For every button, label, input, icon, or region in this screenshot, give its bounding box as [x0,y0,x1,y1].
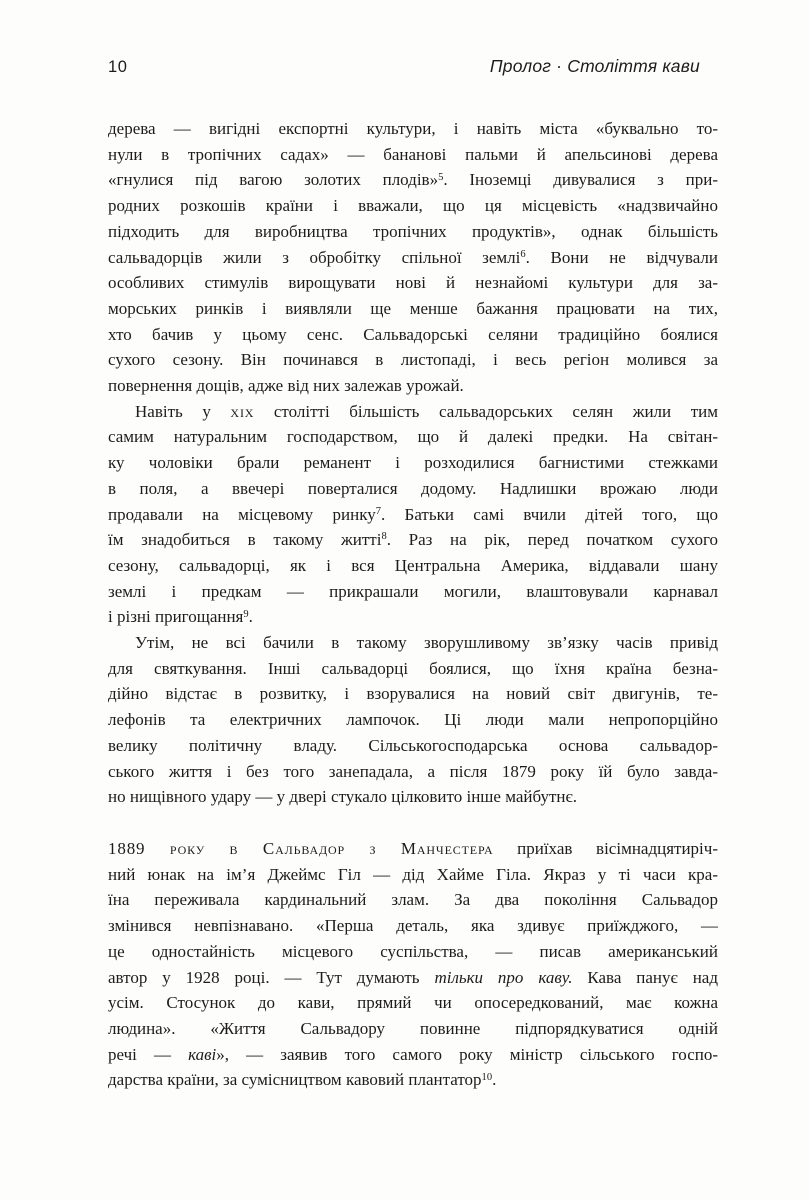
text-line: це одностайність місцевого суспільства, — писав американський [108,941,718,961]
text-line: і різні пригощання$^9$. [108,607,253,627]
text-line: для святкування. Інші сальвадорці боялися, що їхня країна безна- [108,658,718,678]
text-line: сухого сезону. Він починався в листопаді, і весь регіон молився за [108,350,718,370]
italic-text: тільки про каву. [434,967,573,987]
running-head: Пролог · Століття кави [489,56,700,76]
italic-text: каві [188,1044,217,1064]
text-line: їна переживала кардинальний злам. За два покоління Сальвадор [108,890,718,910]
smallcaps-text: xix [230,401,255,421]
paragraph [108,630,718,810]
text-line: продавали на місцевому ринку$^7$. Батьки самі вчили дітей того, що [108,504,718,524]
text-line: людина». «Життя Сальвадору повинне підпорядкуватися одній [108,1018,718,1038]
text-line: родних розкошів країни і вважали, що ця місцевість «надзвичайно [108,196,718,216]
text-block [108,116,718,1093]
text-line: самим натуральним господарством, що й далекі предки. На світан- [108,427,718,447]
text-line: ського життя і без того занепадала, а після 1879 року їй було завда- [108,761,718,781]
text-line: їм знадобиться в такому житті$^8$. Раз на рік, перед початком сухого [108,530,719,550]
footnote-marker: 8 [381,531,387,543]
text-line: речі — каві», — заявив того самого року міністр сільського госпо- [108,1044,718,1064]
text-line: 1889 року в Сальвадор з Манчестера приїхав вісімнадцятиріч- [108,838,718,858]
text-line: дерева — вигідні експортні культури, і навіть міста «буквально то- [108,119,718,138]
text-line: Утім, не всі бачили в такому зворушливому зв’язку часів привід [135,633,718,653]
text-line: підходить для виробництва тропічних продуктів», однак більшість [108,221,718,241]
text-line: хто бачив у цьому сенс. Сальвадорські селяни традиційно боялися [108,324,718,344]
paragraph [108,836,718,1093]
smallcaps-text: 1889 року в Сальвадор з Манчестера [108,838,494,858]
paragraph [108,399,718,630]
text-line: ний юнак на ім’я Джеймс Гіл — дід Хайме Гіла. Якраз у ті часи кра- [108,864,718,884]
text-line: велику політичну владу. Сільськогосподарська основа сальвадор- [108,735,718,755]
text-line: Навіть у xix столітті більшість сальвадорських селян жили тим [135,401,718,421]
text-line: морських ринків і виявляли ще менше бажання працювати на тих, [108,298,718,318]
text-line: в поля, а ввечері поверталися додому. Надлишки врожаю люди [108,478,718,498]
text-line: особливих стимулів вирощувати нові й незнайомі культури для за- [108,273,718,293]
footnote-marker: 5 [438,171,444,183]
text-line: лефонів та електричних лампочок. Ці люди мали непропорційно [108,710,718,730]
paragraph [108,116,718,399]
footnote-marker: 9 [243,608,249,620]
text-line: «гнулися під вагою золотих плодів»$^5$. Іноземці дивувалися з при- [108,170,718,190]
text-line: но нищівного удару — у двері стукало цілковито інше майбутнє. [108,787,578,807]
text-line: змінився невпізнавано. «Перша деталь, яка здивує приїжджого, — [108,916,718,936]
footnote-marker: 6 [520,248,526,260]
text-line: сезону, сальвадорці, як і вся Центральна Америка, віддавали шану [108,555,718,575]
text-line: дійно відстає в розвитку, і взорувалися на новий світ двигунів, те- [108,684,718,704]
text-line: нули в тропічних садах» — бананові пальми й апельсинові дерева [108,144,718,164]
text-line: землі і предкам — прикрашали могили, влаштовували карнавал [108,581,718,601]
text-line: повернення дощів, адже від них залежав урожай. [108,376,464,396]
footnote-marker: 10 [481,1071,493,1083]
text-line: автор у 1928 році. — Тут думають тільки про каву. Кава панує над [108,967,718,987]
text-line: усім. Стосунок до кави, прямий чи опосередкований, має кожна [108,993,718,1013]
footnote-marker: 7 [375,505,381,517]
text-line: сальвадорців жили з обробітку спільної землі$^6$. Вони не відчували [108,247,718,267]
text-line: дарства країни, за сумісництвом кавовий плантатор$^{10}$. [108,1070,497,1090]
page-header [108,56,700,77]
page-number: 10 [108,58,128,76]
text-line: ку чоловіки брали реманент і розходилися багнистими стежками [108,453,718,473]
